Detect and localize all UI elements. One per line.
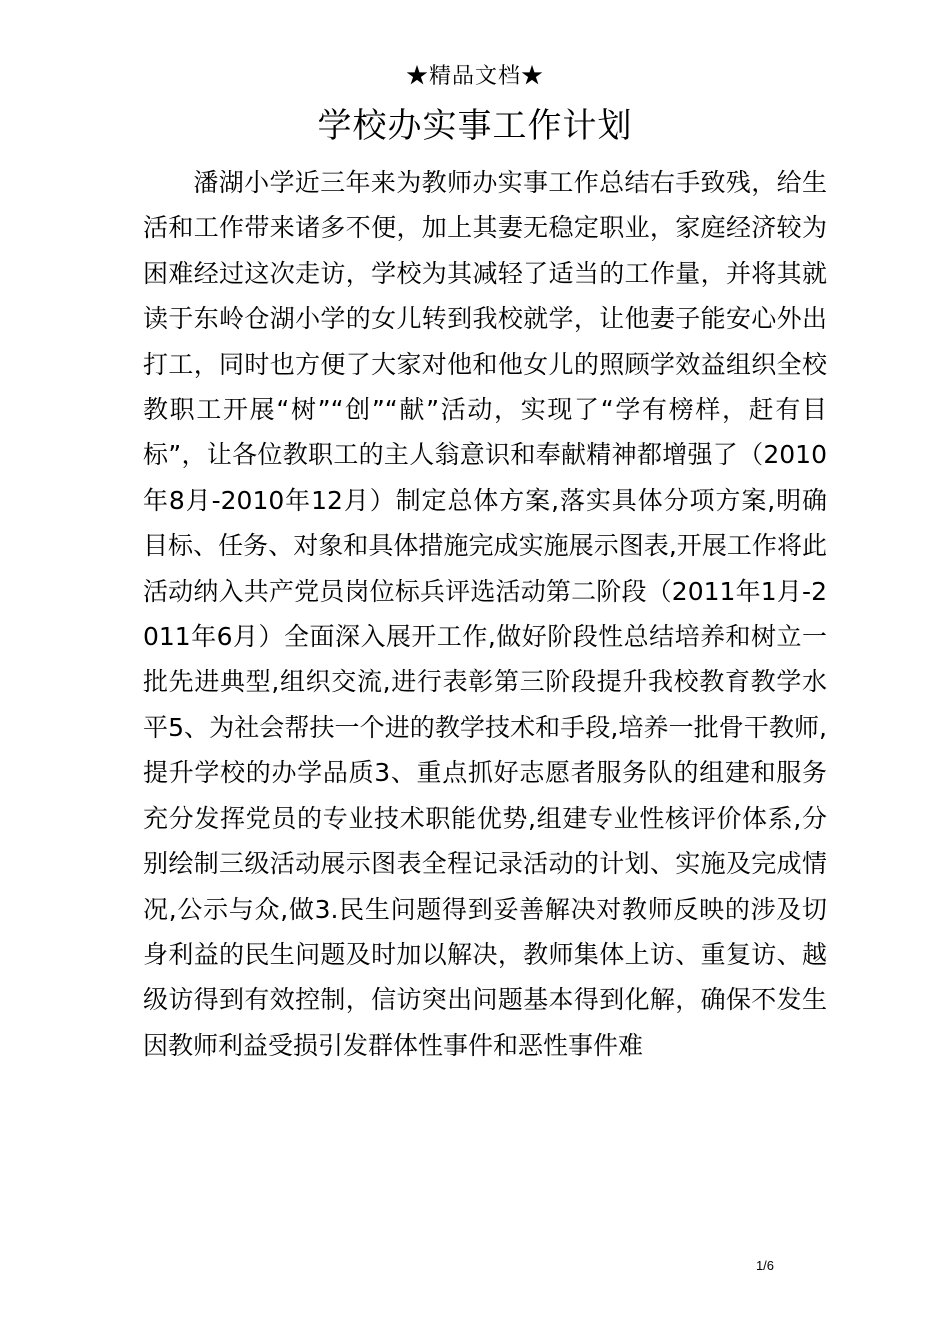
body-text: 潘湖小学近三年来为教师办实事工作总结右手致残，给生活和工作带来诸多不便，加上其妻无稳定职业，家庭经济较为困难经过这次走访，学校为其减轻了适当的工作量，并将其就读于东岭仓湖小学的女儿转到我校就学，让他妻子能安心外出打工，同时也方便了大家对他和他女儿的照顾学效益组织全校教职工开展“树”“创”“献”活动，实现了“学有榜样，赶有目标”，让各位教职工的主人翁意识和奉献精神都增强了（2010年8月-2010年12月）制定总体方案,落实具体分项方案,明确目标、任务、对象和具体措施完成实施展示图表,开展工作将此活动纳入共产党员岗位标兵评选活动第二阶段（2011年1月-2011年6月）全面深入展开工作,做好阶段性总结培养和树立一批先进典型,组织交流,进行表彰第三阶段提升我校教育教学水平5、为社会帮扶一个进的教学技术和手段,培养一批骨干教师,提升学校的办学品质3、重点抓好志愿者服务队的组建和服务充分发挥党员的专业技术职能优势,组建专业性核评价体系,分别绘制三级活动展示图表全程记录活动的计划、实施及完成情况,公示与众,做3.民生问题得到妥善解决对教师反映的涉及切身利益的民生问题及时加以解决，教师集体上访、重复访、越级访得到有效控制，信访突出问题基本得到化解，确保不发生因教师利益受损引发群体性事件和恶性事件难	[143, 168, 827, 1060]
body-paragraph	[143, 160, 827, 1068]
page-number: 1/6	[755, 1258, 775, 1273]
document-title: 学校办实事工作计划	[317, 106, 633, 146]
header-mark: ★精品文档★	[405, 64, 544, 89]
